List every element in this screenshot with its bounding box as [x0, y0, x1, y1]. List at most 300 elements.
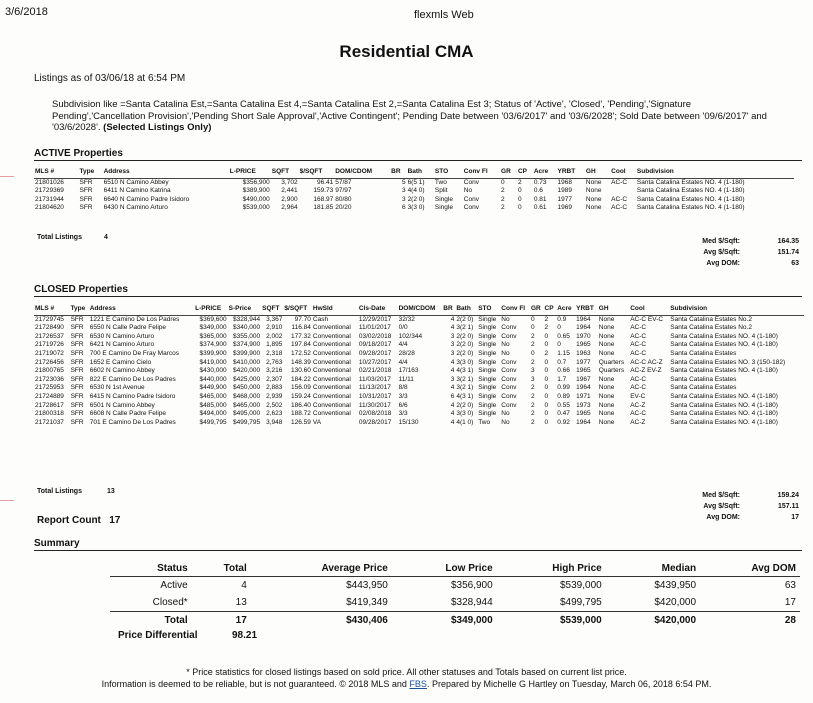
- column-header: MLS #: [34, 168, 79, 178]
- table-cell: 159.24: [291, 392, 311, 400]
- table-cell: 0.99: [557, 384, 570, 392]
- table-cell: 09/28/2017: [358, 418, 392, 426]
- closed-total-value: 13: [107, 488, 115, 495]
- table-cell: AC-C: [611, 195, 628, 203]
- table-cell: None: [585, 178, 602, 186]
- table-cell: $399,900: [233, 349, 261, 357]
- closed-total-label: Total Listings: [37, 488, 82, 495]
- table-cell: No: [463, 187, 473, 195]
- table-cell: 4: [450, 401, 455, 409]
- column-header: BR: [442, 305, 455, 315]
- table-cell: 3,367: [266, 315, 283, 323]
- table-cell: Conv: [501, 367, 517, 375]
- table-cell: Single: [478, 341, 497, 349]
- table-cell: 3,216: [266, 367, 283, 375]
- table-cell: 1977: [557, 195, 572, 203]
- table-cell: Santa Catalina Estates No.2: [670, 315, 752, 323]
- section-divider: [34, 550, 802, 551]
- table-cell: 4(3 1): [456, 367, 474, 375]
- table-cell: 6510 N Camino Abbey: [103, 178, 169, 186]
- table-cell: Santa Catalina Estates NO. 4 (1-180): [670, 401, 778, 409]
- table-cell: 0.55: [557, 401, 570, 409]
- summary-cell: $356,900: [450, 580, 493, 591]
- table-cell: 2: [544, 315, 549, 323]
- column-header: STO: [477, 305, 500, 315]
- table-cell: Santa Catalina Estates: [670, 375, 737, 383]
- criteria-selected-only: (Selected Listings Only): [103, 122, 212, 133]
- table-cell: 3(2 1): [456, 375, 474, 383]
- table-cell: None: [585, 204, 602, 212]
- table-row: [34, 333, 804, 342]
- table-cell: 21725953: [35, 384, 64, 392]
- table-cell: 4: [450, 315, 455, 323]
- table-cell: $410,000: [233, 358, 261, 366]
- stat-label: Avg DOM:: [706, 514, 740, 521]
- column-header: STO: [434, 168, 463, 178]
- table-cell: 32/32: [398, 315, 415, 323]
- table-row: [34, 178, 794, 187]
- table-cell: 2: [501, 195, 505, 203]
- table-cell: SFR: [70, 332, 84, 340]
- table-cell: $465,000: [199, 392, 227, 400]
- stat-row: [648, 490, 801, 501]
- table-cell: 20/20: [335, 204, 352, 212]
- table-cell: AC-C AC-Z: [630, 358, 663, 366]
- table-cell: AC-C: [630, 375, 647, 383]
- table-header-row: [34, 168, 794, 178]
- table-cell: 2: [531, 384, 535, 392]
- table-cell: 3: [450, 332, 455, 340]
- table-cell: Santa Catalina Estates NO. 4 (1-180): [670, 332, 778, 340]
- table-cell: Conv: [501, 358, 517, 366]
- table-row: [34, 204, 794, 213]
- table-cell: Single: [478, 315, 497, 323]
- column-header: Cool: [629, 305, 669, 315]
- table-cell: 1965: [576, 367, 591, 375]
- table-cell: 1968: [557, 178, 572, 186]
- table-cell: 2: [531, 358, 535, 366]
- table-cell: Conventional: [312, 367, 351, 375]
- table-cell: 0.92: [557, 418, 570, 426]
- table-cell: 1989: [557, 187, 572, 195]
- table-cell: 4: [450, 324, 455, 332]
- table-cell: Single: [478, 375, 497, 383]
- table-cell: AC-Z: [630, 401, 646, 409]
- table-cell: 0.81: [533, 195, 547, 203]
- table-cell: 3(3 0): [456, 358, 474, 366]
- table-cell: Conventional: [312, 410, 351, 418]
- table-cell: 6430 N Camino Arturo: [103, 204, 168, 212]
- closed-section-title: CLOSED Properties: [34, 284, 128, 295]
- column-header: SQFT: [261, 305, 283, 315]
- table-cell: 102/344: [398, 332, 423, 340]
- table-cell: 1977: [576, 358, 591, 366]
- table-cell: 21721037: [35, 418, 64, 426]
- table-cell: Conv: [463, 178, 479, 186]
- column-header: GR: [500, 168, 517, 178]
- column-header: MLS #: [34, 305, 70, 315]
- summary-header: Median: [606, 561, 700, 577]
- summary-header: Status: [110, 561, 192, 577]
- table-cell: 0.47: [557, 410, 570, 418]
- table-cell: Single: [478, 367, 497, 375]
- table-cell: 3/3: [398, 410, 408, 418]
- table-cell: 0: [531, 349, 535, 357]
- table-cell: Conventional: [312, 401, 351, 409]
- table-row: [34, 187, 794, 196]
- summary-cell: $499,795: [560, 597, 602, 608]
- table-cell: No: [501, 418, 510, 426]
- table-cell: Conv: [501, 324, 517, 332]
- table-cell: 6501 N Camino Abbey: [89, 401, 155, 409]
- table-cell: 0: [501, 178, 505, 186]
- table-cell: None: [598, 418, 615, 426]
- listings-as-of: Listings as of 03/06/18 at 6:54 PM: [34, 73, 186, 84]
- table-cell: $355,000: [233, 332, 261, 340]
- table-cell: 701 E Camino De Los Padres: [89, 418, 176, 426]
- table-cell: Single: [434, 195, 453, 203]
- table-cell: Single: [478, 349, 497, 357]
- stat-row: [648, 247, 801, 258]
- summary-header: Total: [192, 561, 251, 577]
- table-cell: 6530 N 1st Avenue: [89, 384, 145, 392]
- table-cell: 6: [450, 392, 455, 400]
- report-title: Residential CMA: [339, 42, 474, 61]
- table-cell: AC-C: [630, 341, 647, 349]
- table-cell: Santa Catalina Estates: [670, 384, 737, 392]
- table-cell: 0: [544, 367, 549, 375]
- table-cell: 3/3: [398, 392, 408, 400]
- column-header: Acre: [556, 305, 575, 315]
- table-cell: 2: [531, 410, 535, 418]
- table-row: [34, 196, 794, 205]
- table-cell: 2: [531, 341, 535, 349]
- table-cell: SFR: [70, 367, 84, 375]
- table-cell: 1964: [576, 384, 591, 392]
- table-cell: 21728617: [35, 401, 64, 409]
- table-cell: AC-C: [630, 324, 647, 332]
- table-cell: 0: [557, 324, 561, 332]
- table-cell: 21800318: [35, 410, 64, 418]
- stat-row: [648, 236, 801, 247]
- header-app-name: flexmls Web: [414, 9, 474, 21]
- column-header: CP: [517, 168, 533, 178]
- table-cell: AC-C: [630, 384, 647, 392]
- column-header: Conv Fl: [463, 168, 500, 178]
- table-cell: 0: [544, 392, 549, 400]
- table-cell: 21728490: [35, 324, 64, 332]
- table-cell: $425,000: [233, 375, 261, 383]
- table-cell: SFR: [70, 410, 84, 418]
- table-cell: $495,000: [233, 410, 261, 418]
- table-cell: Conventional: [312, 341, 351, 349]
- table-row: [34, 376, 804, 385]
- table-cell: 3: [401, 187, 406, 195]
- table-cell: 2,307: [266, 375, 283, 383]
- table-cell: SFR: [70, 392, 84, 400]
- table-cell: 2,502: [266, 401, 283, 409]
- closed-stats: [648, 490, 801, 523]
- table-cell: 0: [544, 358, 549, 366]
- table-cell: EV-C: [630, 392, 646, 400]
- column-header: Cool: [610, 168, 636, 178]
- table-cell: AC-C: [630, 349, 647, 357]
- column-header: Address: [89, 305, 194, 315]
- table-cell: None: [598, 349, 615, 357]
- summary-cell: $419,349: [346, 597, 388, 608]
- table-cell: Conventional: [312, 358, 351, 366]
- summary-cell: 63: [784, 580, 796, 591]
- column-header: GH: [598, 305, 629, 315]
- table-cell: SFR: [70, 341, 84, 349]
- table-cell: None: [598, 332, 615, 340]
- table-cell: 11/11: [398, 375, 414, 383]
- column-header: CP: [544, 305, 557, 315]
- column-header: YRBT: [575, 305, 598, 315]
- table-cell: 1970: [576, 332, 591, 340]
- table-cell: SFR: [70, 384, 84, 392]
- stat-value: 164.35: [777, 238, 799, 245]
- table-cell: SFR: [79, 178, 93, 186]
- table-cell: No: [501, 315, 510, 323]
- table-cell: 186.40: [291, 401, 311, 409]
- summary-row: [110, 594, 800, 612]
- table-cell: 4: [450, 418, 455, 426]
- table-header-row: [110, 561, 800, 577]
- table-cell: Split: [434, 187, 448, 195]
- table-cell: 6640 N Camino Padre Isidoro: [103, 195, 190, 203]
- table-cell: 1964: [576, 418, 591, 426]
- column-header: L-PRICE: [229, 168, 271, 178]
- table-cell: Two: [434, 178, 447, 186]
- summary-cell: $328,944: [450, 597, 493, 608]
- table-cell: 6: [401, 204, 406, 212]
- table-cell: Quarters: [598, 358, 625, 366]
- stat-value: 17: [791, 514, 799, 521]
- table-cell: $450,000: [233, 384, 261, 392]
- table-cell: 6421 N Camino Arturo: [89, 341, 155, 349]
- table-cell: Santa Catalina Estates NO. 4 (1-180): [636, 178, 745, 186]
- active-stats: [648, 236, 801, 269]
- table-cell: 1967: [576, 375, 591, 383]
- table-cell: 0: [517, 195, 522, 203]
- table-cell: 2(2 0): [456, 332, 474, 340]
- table-cell: None: [598, 341, 615, 349]
- column-header: Bath: [407, 168, 434, 178]
- table-row: [34, 350, 804, 359]
- table-cell: 3(2 1): [456, 384, 474, 392]
- table-cell: 21724889: [35, 392, 64, 400]
- table-cell: No: [501, 410, 510, 418]
- column-header: Acre: [533, 168, 557, 178]
- table-cell: 97.70: [294, 315, 311, 323]
- table-cell: 28/28: [398, 349, 415, 357]
- summary-header: Low Price: [392, 561, 497, 577]
- table-cell: 2: [501, 187, 505, 195]
- column-header: Cls-Date: [358, 305, 398, 315]
- table-cell: SFR: [70, 401, 84, 409]
- table-cell: 3,948: [266, 418, 283, 426]
- summary-title: Summary: [34, 538, 80, 549]
- table-cell: 2: [517, 178, 522, 186]
- table-cell: Single: [478, 384, 497, 392]
- table-cell: SFR: [70, 315, 84, 323]
- table-cell: 822 E Camino De Los Padres: [89, 375, 176, 383]
- table-cell: 80/80: [335, 195, 352, 203]
- table-cell: 2,623: [266, 410, 283, 418]
- table-cell: Conventional: [312, 375, 351, 383]
- table-cell: $419,000: [199, 358, 227, 366]
- table-cell: 1652 E Camino Cielo: [89, 358, 152, 366]
- summary-cell: $443,950: [346, 580, 388, 591]
- table-cell: 172.52: [291, 349, 311, 357]
- table-cell: 11/03/2017: [358, 375, 391, 383]
- table-cell: Cash: [312, 315, 329, 323]
- table-cell: SFR: [79, 195, 93, 203]
- table-cell: VA: [312, 418, 322, 426]
- summary-cell: $430,406: [251, 612, 392, 630]
- table-cell: 4: [450, 410, 455, 418]
- table-cell: 3,702: [281, 178, 298, 186]
- footer-prepared-by: . Prepared by Michelle G Hartley on Tuesday, March 06, 2018 6:54 PM.: [426, 679, 712, 689]
- table-cell: AC-Z EV-Z: [630, 367, 662, 375]
- stat-label: Med $/Sqft:: [702, 492, 740, 499]
- table-cell: 21801026: [35, 178, 64, 186]
- table-cell: 0: [544, 401, 549, 409]
- table-cell: 0: [544, 384, 549, 392]
- section-divider: [34, 296, 802, 297]
- column-header: GH: [585, 168, 610, 178]
- table-cell: Single: [478, 358, 497, 366]
- table-cell: Santa Catalina Estates NO. 4 (1-180): [670, 392, 778, 400]
- table-cell: 6415 N Camino Padre Isidoro: [89, 392, 176, 400]
- column-header: GR: [530, 305, 544, 315]
- table-cell: $499,795: [199, 418, 227, 426]
- table-cell: 177.32: [291, 332, 311, 340]
- table-cell: 10/27/2017: [358, 358, 392, 366]
- table-cell: 02/21/2018: [358, 367, 392, 375]
- table-cell: $449,900: [199, 384, 227, 392]
- summary-cell: $539,000: [497, 612, 606, 630]
- table-cell: 2,900: [281, 195, 298, 203]
- table-cell: Conv: [501, 392, 517, 400]
- report-count: [37, 515, 120, 526]
- table-cell: 0.66: [557, 367, 570, 375]
- column-header: Subdivision: [669, 305, 804, 315]
- table-cell: 3(3 0): [456, 410, 474, 418]
- stat-row: [648, 512, 801, 523]
- table-cell: $468,000: [233, 392, 261, 400]
- table-cell: 1221 E Camino De Los Padres: [89, 315, 180, 323]
- table-cell: [610, 187, 636, 196]
- table-cell: Single: [478, 392, 497, 400]
- price-differential-label: Price Differential: [118, 630, 198, 641]
- table-cell: $420,000: [233, 367, 261, 375]
- table-cell: 96.41: [316, 178, 334, 186]
- table-cell: 2: [544, 324, 549, 332]
- table-cell: 3: [450, 341, 455, 349]
- table-row: [34, 410, 804, 419]
- table-cell: 4: [450, 358, 455, 366]
- table-cell: Santa Catalina Estates NO. 4 (1-180): [670, 367, 778, 375]
- table-cell: 197.84: [291, 341, 311, 349]
- column-header: S-Price: [228, 305, 262, 315]
- report-count-label: Report Count: [37, 515, 101, 526]
- table-cell: 0.6: [533, 187, 543, 195]
- table-cell: 0.61: [533, 204, 547, 212]
- table-cell: 3(3 0): [407, 204, 425, 212]
- table-cell: Conventional: [312, 332, 351, 340]
- table-cell: 2,318: [266, 349, 283, 357]
- table-cell: 11/30/2017: [358, 401, 391, 409]
- stat-value: 151.74: [777, 249, 799, 256]
- table-cell: 17/163: [398, 367, 419, 375]
- table-cell: 4/4: [398, 341, 408, 349]
- table-cell: Conv: [501, 332, 517, 340]
- table-cell: 57/87: [335, 178, 352, 186]
- table-cell: 1963: [576, 349, 591, 357]
- table-cell: SFR: [70, 324, 84, 332]
- table-cell: Single: [478, 324, 497, 332]
- table-cell: Single: [478, 332, 497, 340]
- table-cell: AC-C: [611, 204, 628, 212]
- summary-total-row: [110, 612, 800, 630]
- table-cell: 2: [544, 349, 549, 357]
- table-cell: 1971: [576, 392, 591, 400]
- table-cell: $356,900: [242, 178, 270, 186]
- table-cell: 1,895: [266, 341, 283, 349]
- table-cell: SFR: [70, 418, 84, 426]
- price-differential-value: 98.21: [232, 630, 258, 641]
- table-cell: 02/08/2018: [358, 410, 392, 418]
- table-cell: 2: [531, 392, 535, 400]
- active-section-title: ACTIVE Properties: [34, 148, 123, 159]
- stat-value: 159.24: [777, 492, 799, 499]
- table-cell: None: [598, 392, 615, 400]
- table-cell: 4(3 1): [456, 392, 474, 400]
- column-header: DOM/CDOM: [398, 305, 443, 315]
- table-cell: 4/4: [398, 358, 408, 366]
- table-cell: No: [501, 341, 510, 349]
- table-cell: 21726537: [35, 332, 64, 340]
- table-cell: 4(4 0): [407, 187, 425, 195]
- table-cell: Santa Catalina Estates NO. 4 (1-180): [670, 410, 778, 418]
- table-cell: 181.85: [313, 204, 334, 212]
- table-cell: None: [585, 195, 602, 203]
- table-cell: 11/13/2017: [358, 384, 391, 392]
- table-cell: AC-Z: [630, 418, 646, 426]
- column-header: Subdivision: [636, 168, 794, 178]
- table-cell: 6/6: [398, 401, 408, 409]
- table-cell: 0/0: [398, 324, 408, 332]
- table-cell: AC-C: [611, 178, 628, 186]
- table-cell: Conv: [463, 195, 479, 203]
- table-cell: 0: [544, 375, 549, 383]
- summary-cell: 28: [700, 612, 800, 630]
- table-cell: 2(2 0): [456, 341, 474, 349]
- table-cell: Conv: [501, 375, 517, 383]
- table-cell: Single: [478, 410, 497, 418]
- table-cell: 0: [531, 324, 535, 332]
- footer-disclaimer: Information is deemed to be reliable, but is not guaranteed. © 2018 MLS and: [101, 679, 407, 689]
- summary-cell: 4: [241, 580, 247, 591]
- table-cell: 2(2 0): [456, 401, 474, 409]
- table-cell: No: [501, 349, 510, 357]
- fbs-link[interactable]: FBS: [409, 679, 427, 689]
- table-cell: Single: [434, 204, 453, 212]
- table-row: [34, 393, 804, 402]
- table-cell: $499,795: [233, 418, 261, 426]
